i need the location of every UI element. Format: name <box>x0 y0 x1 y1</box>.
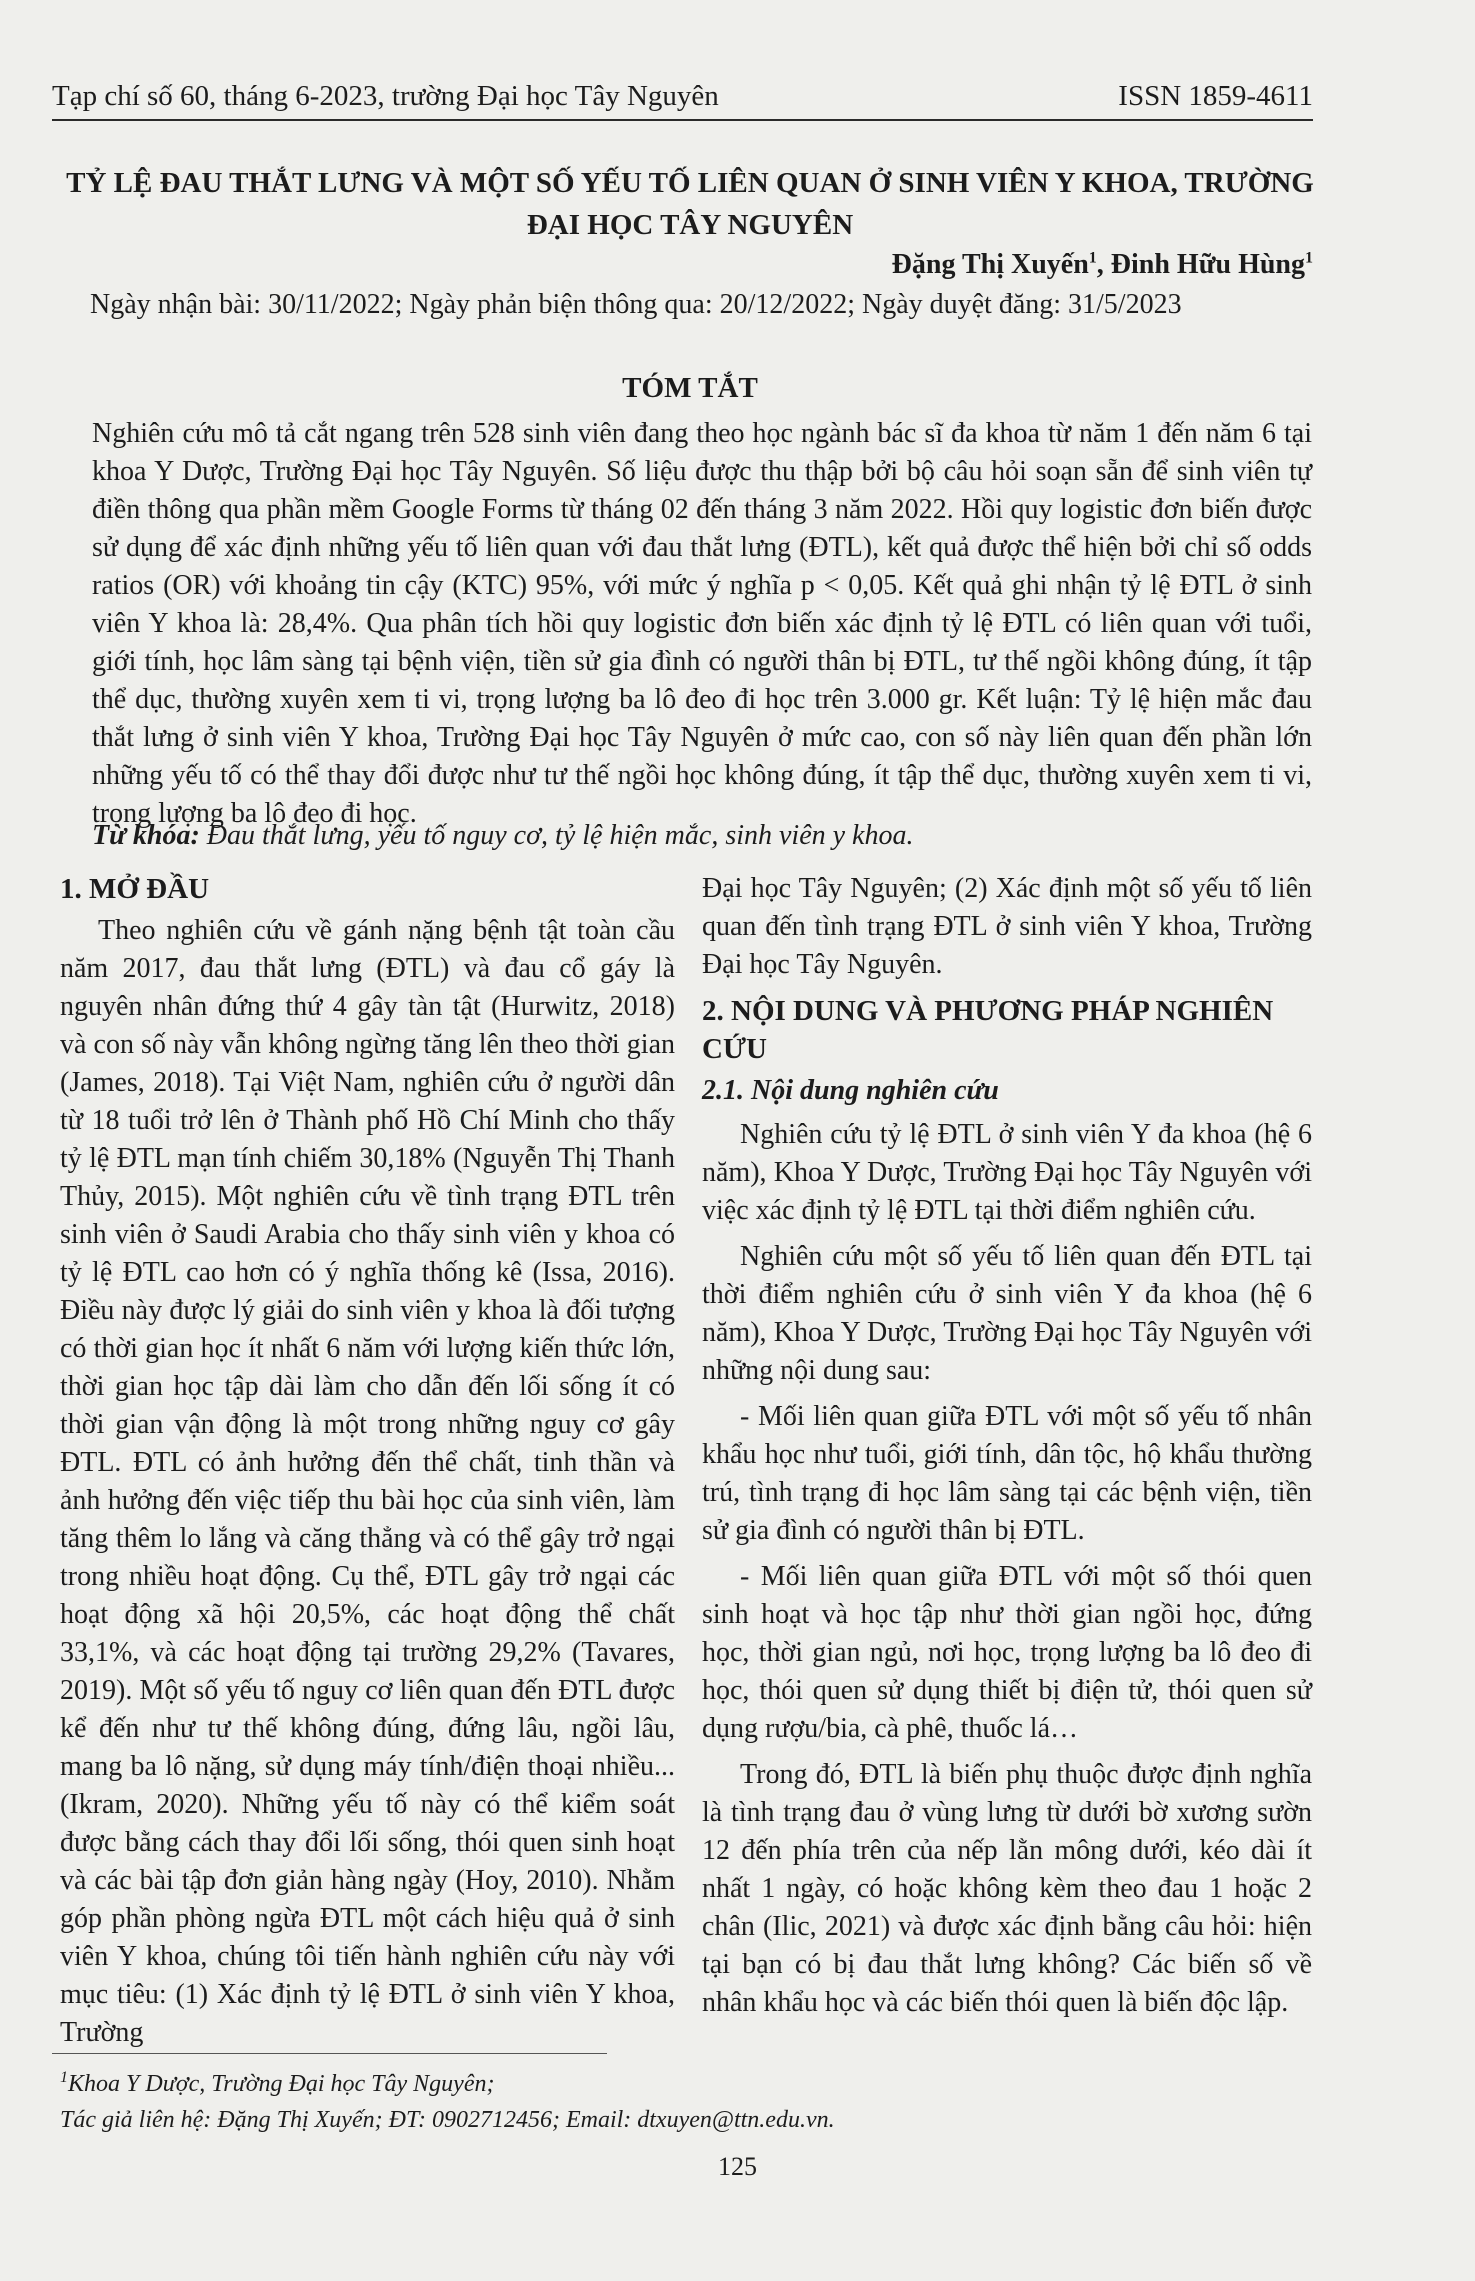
submission-dates: Ngày nhận bài: 30/11/2022; Ngày phản biện thông qua: 20/12/2022; Ngày duyệt đăng: 31/5/2023 <box>90 289 1182 320</box>
keywords-list: Đau thắt lưng, yếu tố nguy cơ, tỷ lệ hiện mắc, sinh viên y khoa. <box>206 820 914 851</box>
running-header <box>52 80 1313 121</box>
affiliation-mark-1: 1 <box>1088 249 1097 267</box>
affiliation-mark-2: 1 <box>1305 249 1313 267</box>
right-column <box>702 870 1312 2030</box>
footnote-mark: 1 <box>60 2069 68 2086</box>
keywords <box>92 820 1312 852</box>
issn: ISSN 1859-4611 <box>1118 80 1313 112</box>
section-2-1-paragraph-5: Trong đó, ĐTL là biến phụ thuộc được định nghĩa là tình trạng đau ở vùng lưng từ dưới bờ xương sườn 12 đến phía trên của nếp lằn mông dưới, kéo dài ít nhất 1 ngày, có hoặc không kèm theo đau 1 hoặc 2 chân (Ilic, 2021) và được xác định bằng câu hỏi: hiện tại bạn có bị đau thắt lưng không? Các biến số về nhân khẩu học và các biến thói quen là biến độc lập. <box>702 1759 1312 2018</box>
section-2-1-paragraph-4: - Mối liên quan giữa ĐTL với một số thói quen sinh hoạt và học tập như thời gian ngồi học, đứng học, thời gian ngủ, nơi học, trọng lượng ba lô đeo đi học, thói quen sử dụng thiết bị điện tử, thói quen sử dụng rượu/bia, cà phê, thuốc lá… <box>702 1561 1312 1744</box>
left-column <box>60 870 675 2060</box>
section-1-heading: 1. MỞ ĐẦU <box>60 873 210 905</box>
footnote-contact: Tác giả liên hệ: Đặng Thị Xuyến; ĐT: 0902712456; Email: dtxuyen@ttn.edu.vn. <box>60 2107 835 2133</box>
section-2-1-paragraph-3: - Mối liên quan giữa ĐTL với một số yếu tố nhân khẩu học như tuổi, giới tính, dân tộc, hộ khẩu thường trú, tình trạng đi học lâm sàng tại các bệnh viện, tiền sử gia đình có người thân bị ĐTL. <box>702 1401 1312 1546</box>
abstract-heading: TÓM TẮT <box>622 372 758 404</box>
author-2: Đinh Hữu Hùng <box>1110 249 1305 280</box>
journal-name: Tạp chí số 60, tháng 6-2023, trường Đại học Tây Nguyên <box>52 80 719 112</box>
footnote-affiliation: $^1$Khoa Y Dược, Trường Đại học Tây Nguyên; <box>60 2069 495 2097</box>
keywords-label: Từ khóa: <box>92 820 200 851</box>
author-line: Đặng Thị Xuyến$^1$, Đinh Hữu Hùng$^1$ <box>891 249 1313 280</box>
page-number: 125 <box>718 2152 757 2181</box>
section-2-heading: 2. NỘI DUNG VÀ PHƯƠNG PHÁP NGHIÊN CỨU <box>702 995 1274 1065</box>
section-2-1-heading: 2.1. Nội dung nghiên cứu <box>702 1075 999 1106</box>
section-1-paragraph: Theo nghiên cứu về gánh nặng bệnh tật toàn cầu năm 2017, đau thắt lưng (ĐTL) và đau cổ gáy là nguyên nhân đứng thứ 4 gây tàn tật (Hurwitz, 2018) và con số này vẫn không ngừng tăng lên theo thời gian (James, 2018). Tại Việt Nam, nghiên cứu ở người dân từ 18 tuổi trở lên ở Thành phố Hồ Chí Minh cho thấy tỷ lệ ĐTL mạn tính chiếm 30,18% (Nguyễn Thị Thanh Thủy, 2015). Một nghiên cứu về tình trạng ĐTL trên sinh viên ở Saudi Arabia cho thấy sinh viên y khoa có tỷ lệ ĐTL cao hơn có ý nghĩa thống kê (Issa, 2016). Điều này được lý giải do sinh viên y khoa là đối tượng có thời gian học ít nhất 6 năm với lượng kiến thức lớn, thời gian học tập dài làm cho dẫn đến lối sống ít có thời gian vận động là một trong những nguy cơ gây ĐTL. ĐTL có ảnh hưởng đến thể chất, tinh thần và ảnh hưởng đến việc tiếp thu bài học của sinh viên, làm tăng thêm lo lắng và căng thẳng và có thể gây trở ngại trong nhiều hoạt động. Cụ thể, ĐTL gây trở ngại các hoạt động xã hội 20,5%, các hoạt động thể chất 33,1%, và các hoạt động tại trường 29,2% (Tavares, 2019). Một số yếu tố nguy cơ liên quan đến ĐTL được kể đến như tư thế không đúng, đứng lâu, ngồi lâu, mang ba lô nặng, sử dụng máy tính/điện thoại nhiều... (Ikram, 2020). Những yếu tố này có thể kiểm soát được bằng cách thay đổi lối sống, thói quen sinh hoạt và các bài tập đơn giản hàng ngày (Hoy, 2010). Nhằm góp phần phòng ngừa ĐTL một cách hiệu quả ở sinh viên Y khoa, chúng tôi tiến hành nghiên cứu này với mục tiêu: (1) Xác định tỷ lệ ĐTL ở sinh viên Y khoa, Trường <box>60 915 675 2048</box>
author-1: Đặng Thị Xuyến <box>891 249 1089 280</box>
article-title: TỶ LỆ ĐAU THẮT LƯNG VÀ MỘT SỐ YẾU TỐ LIÊN QUAN Ở SINH VIÊN Y KHOA, TRƯỜNG ĐẠI HỌC TÂY NGUYÊN <box>66 167 1314 241</box>
section-1-paragraph-continued: Đại học Tây Nguyên; (2) Xác định một số yếu tố liên quan đến tình trạng ĐTL ở sinh viên Y khoa, Trường Đại học Tây Nguyên. <box>702 873 1312 980</box>
footnote <box>60 2060 1060 2138</box>
abstract-text: Nghiên cứu mô tả cắt ngang trên 528 sinh viên đang theo học ngành bác sĩ đa khoa từ năm 1 đến năm 6 tại khoa Y Dược, Trường Đại học Tây Nguyên. Số liệu được thu thập bởi bộ câu hỏi soạn sẵn để sinh viên tự điền thông qua phần mềm Google Forms từ tháng 02 đến tháng 3 năm 2022. Hồi quy logistic đơn biến được sử dụng để xác định những yếu tố liên quan với đau thắt lưng (ĐTL), kết quả được thể hiện bởi chỉ số odds ratios (OR) với khoảng tin cậy (KTC) 95%, với mức ý nghĩa p < 0,05. Kết quả ghi nhận tỷ lệ ĐTL ở sinh viên Y khoa là: 28,4%. Qua phân tích hồi quy logistic đơn biến xác định tỷ lệ ĐTL có liên quan với tuổi, giới tính, học lâm sàng tại bệnh viện, tiền sử gia đình có người thân bị ĐTL, tư thế ngồi không đúng, ít tập thể dục, thường xuyên xem ti vi, trọng lượng ba lô đeo đi học trên 3.000 gr. Kết luận: Tỷ lệ hiện mắc đau thắt lưng ở sinh viên Y khoa, Trường Đại học Tây Nguyên ở mức cao, con số này liên quan đến phần lớn những yếu tố có thể thay đổi được như tư thế ngồi học không đúng, ít tập thể dục, thường xuyên xem ti vi, trọng lượng ba lô đeo đi học. <box>92 418 1312 829</box>
section-2-1-paragraph-1: Nghiên cứu tỷ lệ ĐTL ở sinh viên Y đa khoa (hệ 6 năm), Khoa Y Dược, Trường Đại học Tây Nguyên với việc xác định tỷ lệ ĐTL tại thời điểm nghiên cứu. <box>702 1119 1312 1226</box>
section-2-1-paragraph-2: Nghiên cứu một số yếu tố liên quan đến ĐTL tại thời điểm nghiên cứu ở sinh viên Y đa khoa (hệ 6 năm), Khoa Y Dược, Trường Đại học Tây Nguyên với những nội dung sau: <box>702 1241 1312 1386</box>
footnote-rule <box>52 2053 607 2054</box>
